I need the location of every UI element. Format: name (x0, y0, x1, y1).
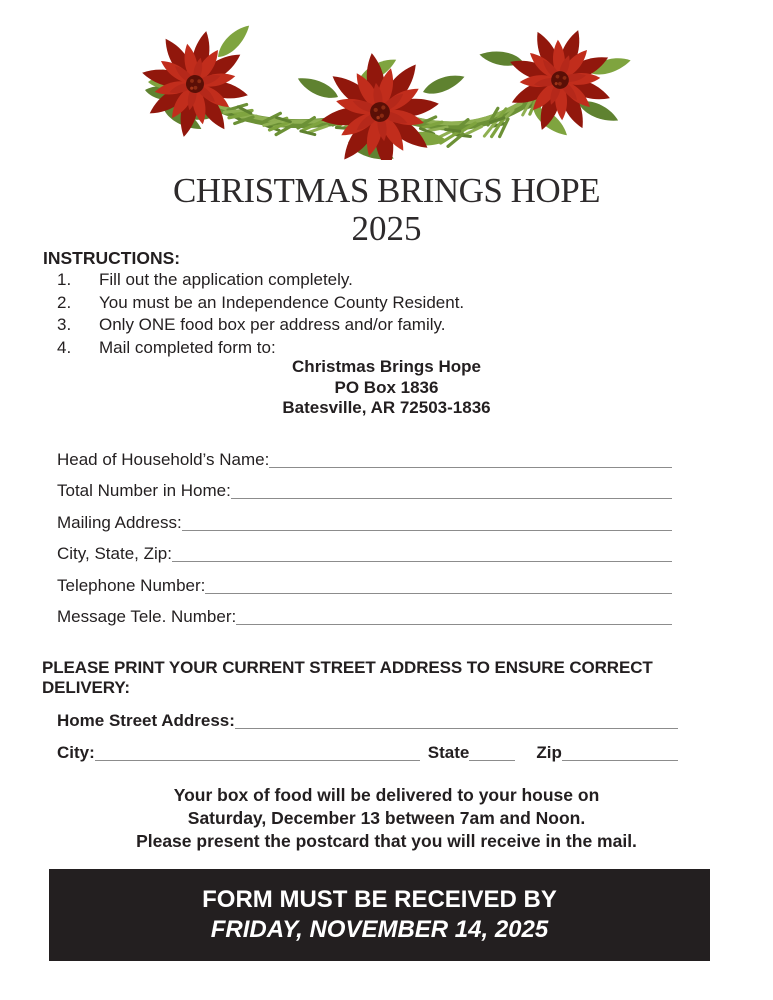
city-state-zip-input-line[interactable] (172, 548, 672, 562)
instruction-text: Only ONE food box per address and/or family. (99, 315, 446, 335)
field-label-head-of-household: Head of Household’s Name: (57, 449, 270, 469)
city-input-line[interactable] (95, 747, 420, 761)
delivery-note (0, 784, 773, 853)
instruction-number: 3. (57, 315, 72, 335)
field-row-city-state-zip (57, 533, 672, 565)
mail-to-city-state-zip: Batesville, AR 72503-1836 (282, 398, 491, 417)
street-section-heading: PLEASE PRINT YOUR CURRENT STREET ADDRESS TO ENSURE CORRECT DELIVERY: (42, 658, 653, 697)
total-number-in-home-input-line[interactable] (231, 485, 672, 499)
instruction-item-1 (43, 269, 683, 292)
home-street-address-input-line[interactable] (235, 715, 678, 729)
field-row-telephone (57, 564, 672, 596)
mail-to-name: Christmas Brings Hope (292, 357, 481, 376)
field-label-total-in-home: Total Number in Home: (57, 481, 231, 500)
field-label-city: City: (57, 743, 95, 762)
mail-to-po-box: PO Box 1836 (334, 377, 439, 397)
instruction-item-2 (43, 292, 683, 315)
street-address-section (42, 658, 737, 763)
instruction-number: 2. (57, 292, 72, 312)
title-block (0, 171, 773, 248)
state-input-line[interactable] (469, 747, 515, 761)
field-row-head-of-household (57, 438, 672, 470)
instruction-item-3 (43, 314, 683, 337)
page-title: CHRISTMAS BRINGS HOPE (172, 171, 601, 210)
instruction-item-4 (43, 337, 683, 360)
delivery-note-line-3: Please present the postcard that you will receive in the mail. (136, 831, 637, 851)
mail-to-address-block (0, 357, 773, 419)
zip-input-line[interactable] (562, 747, 678, 761)
applicant-fields-section (57, 438, 672, 627)
telephone-number-input-line[interactable] (205, 580, 672, 594)
instruction-number: 4. (57, 337, 72, 357)
instructions-section (43, 247, 683, 359)
instruction-number: 1. (57, 270, 72, 289)
delivery-note-line-1: Your box of food will be delivered to your house on (173, 785, 600, 805)
field-label-city-state-zip: City, State, Zip: (57, 544, 172, 563)
deadline-banner-line-2: FRIDAY, NOVEMBER 14, 2025 (210, 916, 549, 943)
mailing-address-input-line[interactable] (182, 517, 672, 531)
field-row-message-telephone (57, 596, 672, 628)
poinsettia-garland-icon (133, 22, 648, 160)
instruction-text: Fill out the application completely. (99, 270, 353, 289)
delivery-note-line-2: Saturday, December 13 between 7am and Noon. (187, 808, 586, 828)
field-row-home-street-address (57, 701, 678, 731)
instructions-heading: INSTRUCTIONS: (43, 248, 181, 268)
instruction-text: You must be an Independence County Resident. (99, 292, 465, 312)
field-row-total-in-home (57, 470, 672, 502)
field-label-home-street-address: Home Street Address: (57, 711, 235, 730)
field-row-city-state-zip-print (57, 731, 678, 763)
head-of-household-name-input-line[interactable] (269, 454, 672, 468)
instruction-text: Mail completed form to: (99, 337, 276, 357)
deadline-banner-line-1: FORM MUST BE RECEIVED BY (202, 886, 557, 913)
field-label-state: State (427, 743, 470, 762)
page-title-year: 2025 (351, 209, 422, 248)
field-label-message-telephone: Message Tele. Number: (57, 607, 237, 626)
message-telephone-number-input-line[interactable] (236, 611, 672, 625)
deadline-banner (49, 869, 710, 961)
field-label-telephone: Telephone Number: (57, 575, 206, 595)
field-row-mailing-address (57, 501, 672, 533)
field-label-zip: Zip (536, 743, 562, 762)
field-label-mailing-address: Mailing Address: (57, 512, 182, 532)
